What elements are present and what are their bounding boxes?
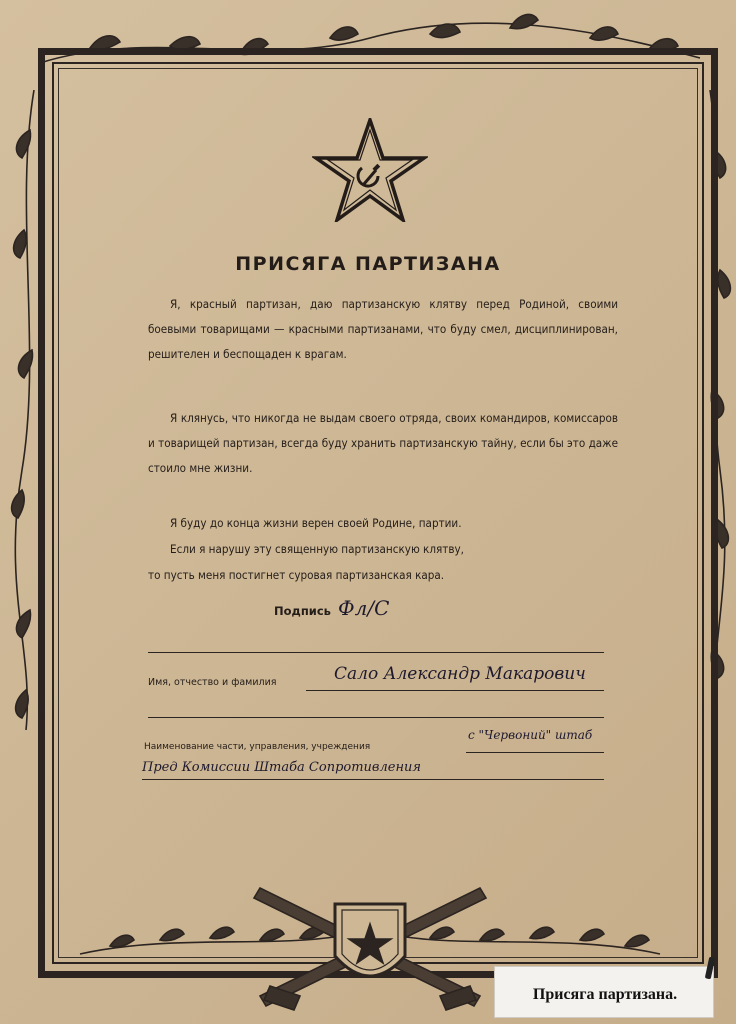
oath-paragraph-5: то пусть меня постигнет суровая партизанская кара.: [148, 568, 445, 582]
unit-field-label: Наименование части, управления, учреждения: [144, 742, 371, 752]
oath-paragraph-4: Если я нарушу эту священную партизанскую клятву,: [170, 542, 464, 556]
blank-line-2: [148, 717, 604, 718]
name-field-line: [306, 690, 604, 691]
caption-text: Присяга партизана.: [532, 986, 678, 1003]
handwritten-full-name: Сало Александр Макарович: [334, 664, 586, 684]
name-field-label: Имя, отчество и фамилия: [148, 677, 277, 688]
handwritten-unit-line-2: Пред Комиссии Штаба Сопротивления: [142, 760, 422, 775]
handwritten-signature: Фл/С: [338, 596, 390, 620]
document-title: ПРИСЯГА ПАРТИЗАНА: [235, 253, 501, 275]
star-hammer-sickle-icon: [312, 118, 428, 222]
signature-label: Подпись: [274, 604, 331, 618]
oath-paragraph-3: Я буду до конца жизни верен своей Родине, партии.: [170, 516, 462, 530]
handwritten-unit-line-1: с "Червоний" штаб: [468, 728, 593, 742]
unit-field-line: [466, 752, 604, 753]
blank-line-1: [148, 652, 604, 653]
oath-paragraph-1: Я, красный партизан, даю партизанскую клятву перед Родиной, своими боевыми товарищами — красными партизанами, что буду смел, дисциплинирован, решителен и беспощаден к врагам.: [148, 297, 618, 361]
unit-field-line-2: [142, 779, 604, 780]
oath-paragraph-2: Я клянусь, что никогда не выдам своего отряда, своих командиров, комиссаров и товарищей партизан, всегда буду хранить партизанскую тайну, если бы это даже стоило мне жизни.: [148, 411, 618, 475]
